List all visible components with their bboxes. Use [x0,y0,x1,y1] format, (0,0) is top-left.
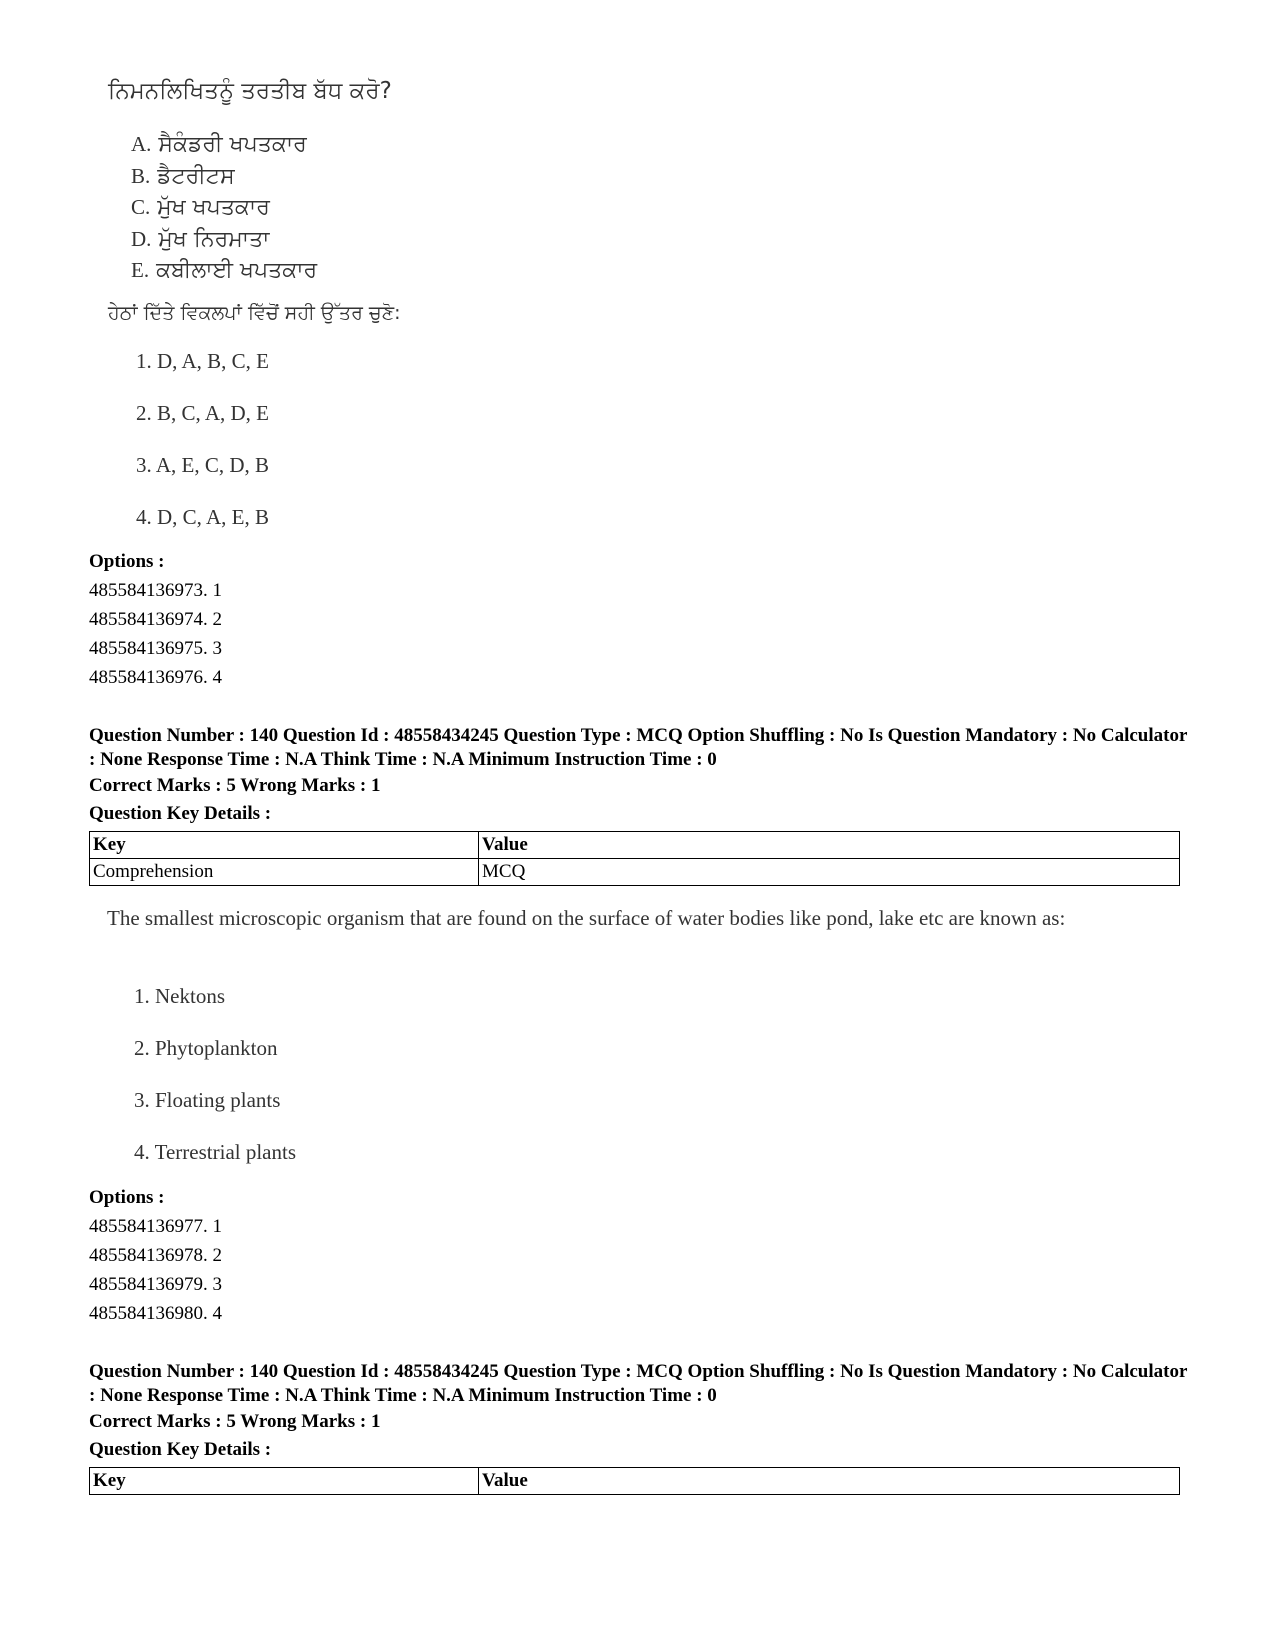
table-header-key: Key [90,1468,479,1495]
answer-choice: 4. Terrestrial plants [134,1140,297,1164]
table-row [90,859,1180,886]
option-item: 485584136979. 3 [89,1274,222,1295]
key-details-heading: Question Key Details : [89,1439,272,1460]
ordering-item [131,192,317,224]
item-text: ਸੈਕੰਡਰੀ ਖਪਤਕਾਰ [158,132,307,157]
table-cell-value: MCQ [479,859,1180,886]
options-heading: Options : [89,551,165,572]
marks-line: Correct Marks : 5 Wrong Marks : 1 [89,1411,381,1432]
item-label: C. [131,195,151,219]
ordering-item [131,255,317,287]
option-item: 485584136975. 3 [89,638,222,659]
question-meta: Question Number : 140 Question Id : 48558434245 Question Type : MCQ Option Shuffling : No Is Question Mandatory : No Calculator : None Response Time : N.A Think Time : N.A Minimum Instruction Time : 0 [89,725,1188,770]
answer-choice: 1. D, A, B, C, E [136,349,270,373]
item-label: E. [131,258,150,282]
item-label: A. [131,132,152,156]
question-meta: Question Number : 140 Question Id : 48558434245 Question Type : MCQ Option Shuffling : No Is Question Mandatory : No Calculator : None Response Time : N.A Think Time : N.A Minimum Instruction Time : 0 [89,1361,1188,1406]
table-header-key: Key [90,832,479,859]
option-item: 485584136974. 2 [89,609,222,630]
marks-line: Correct Marks : 5 Wrong Marks : 1 [89,775,381,796]
ordering-item [131,224,317,256]
item-text: ਮੁੱਖ ਨਿਰਮਾਤਾ [158,226,270,252]
answer-choice: 3. Floating plants [134,1088,281,1112]
question-title: ਨਿਮਨਲਿਖਿਤਨੂੰ ਤਰਤੀਬ ਬੱਧ ਕਰੋ? [108,78,392,104]
key-details-heading: Question Key Details : [89,803,272,824]
option-item: 485584136978. 2 [89,1245,222,1266]
item-text: ਕਬੀਲਾਈ ਖਪਤਕਾਰ [156,258,318,283]
answer-choice: 4. D, C, A, E, B [136,505,270,529]
ordering-item [131,161,317,193]
options-list [89,1212,222,1328]
answer-choice: 2. Phytoplankton [134,1036,278,1060]
ordering-item [131,129,317,161]
answer-choice: 1. Nektons [134,984,225,1008]
option-item: 485584136980. 4 [89,1303,222,1324]
answer-choice: 2. B, C, A, D, E [136,401,270,425]
key-details-table [89,831,1180,886]
table-header-value: Value [479,832,1180,859]
options-list [89,576,222,692]
item-text: ਡੈਟਰੀਟਸ [157,163,235,189]
table-header-row [90,1468,1180,1495]
table-cell-key: Comprehension [90,859,479,886]
question-text: The smallest microscopic organism that are found on the surface of water bodies like pond, lake etc are known as: [107,906,1066,930]
instruction-text: ਹੇਠਾਂ ਦਿੱਤੇ ਵਿਕਲਪਾਂ ਵਿੱਚੋਂ ਸਹੀ ਉੱਤਰ ਚੁਣੋ: [108,302,401,324]
item-label: D. [131,226,152,251]
key-details-table [89,1467,1180,1495]
table-header-row [90,832,1180,859]
item-label: B. [131,163,151,188]
table-header-value: Value [479,1468,1180,1495]
ordering-items [131,129,317,287]
item-text: ਮੁੱਖ ਖਪਤਕਾਰ [157,195,270,220]
answer-choice: 3. A, E, C, D, B [136,453,270,477]
option-item: 485584136976. 4 [89,667,222,688]
option-item: 485584136973. 1 [89,580,222,601]
options-heading: Options : [89,1187,165,1208]
option-item: 485584136977. 1 [89,1216,222,1237]
